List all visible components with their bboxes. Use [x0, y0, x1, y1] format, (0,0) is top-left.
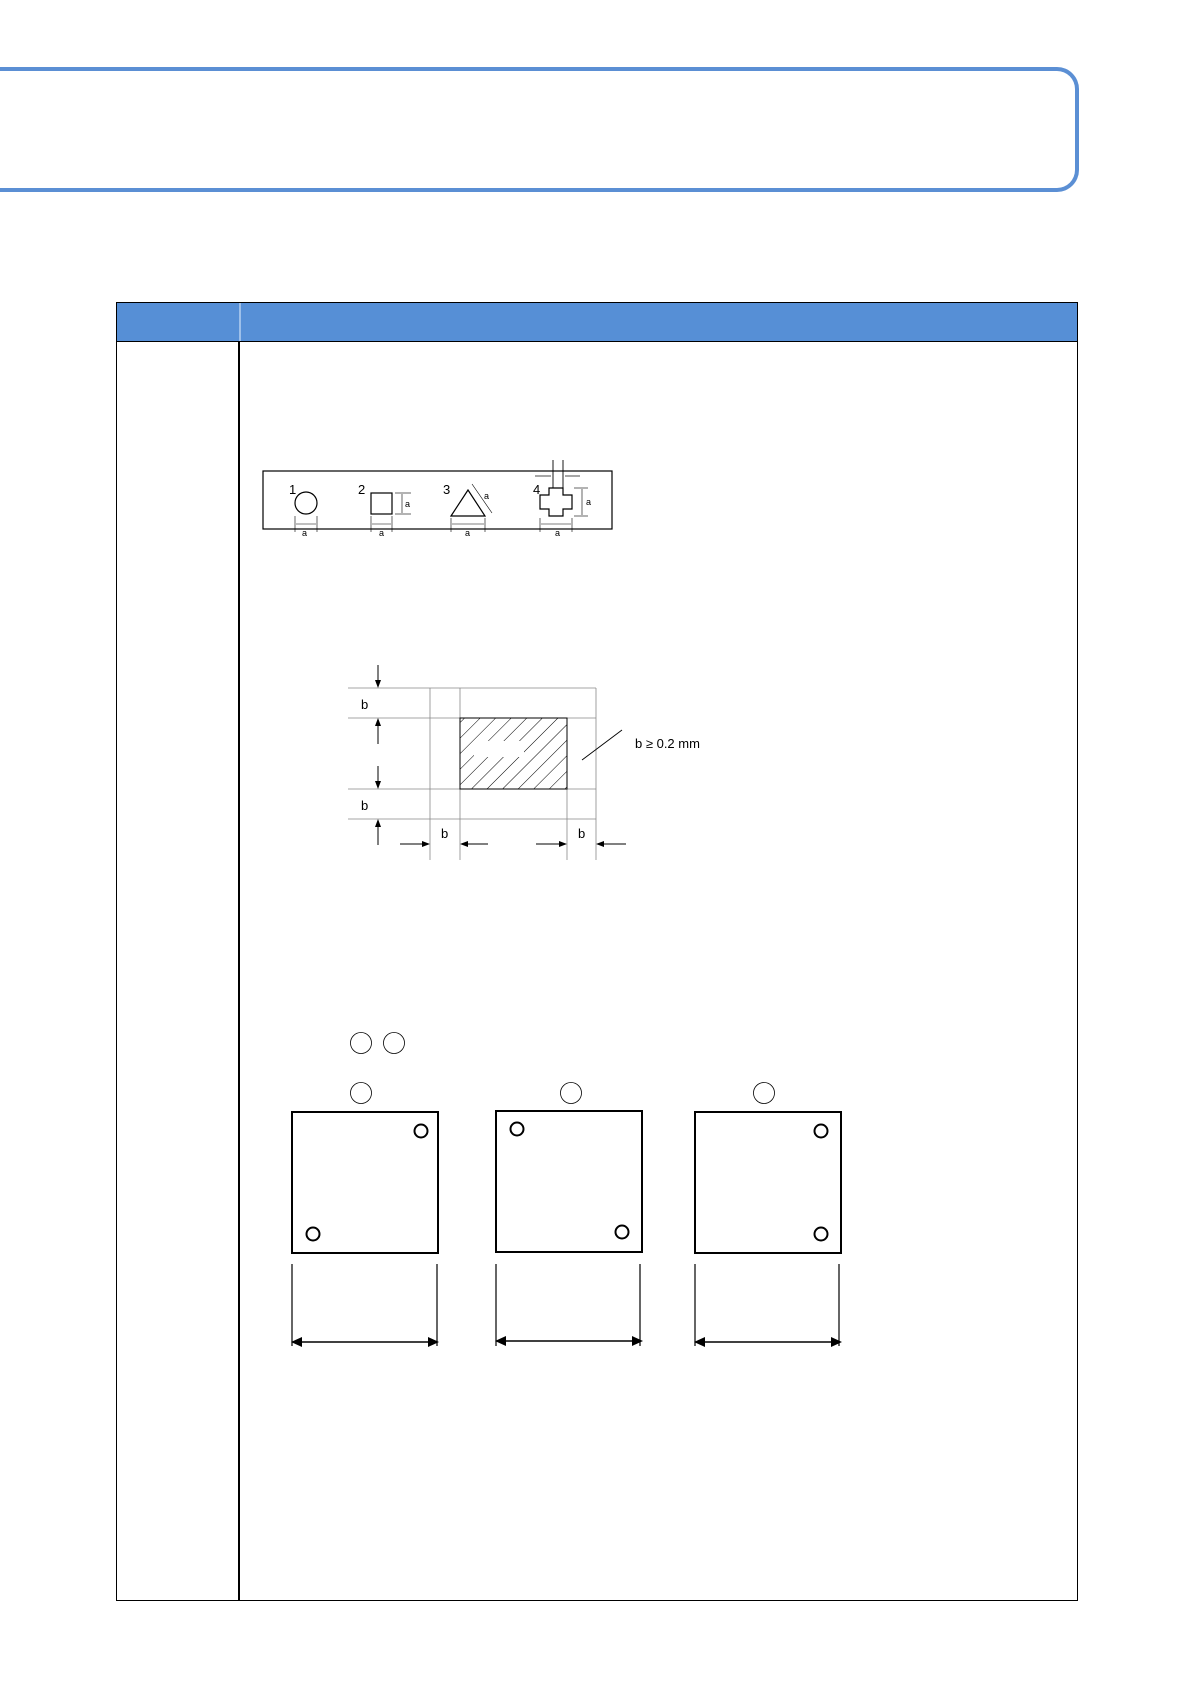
- cross-mark-icon: [540, 488, 572, 516]
- leader-line: [582, 730, 622, 760]
- marks-figure: [263, 460, 612, 532]
- triangle-mark-icon: [451, 490, 485, 516]
- label-circle-icon: [754, 1083, 775, 1104]
- dim-label-b-4: b: [578, 826, 586, 841]
- dim-label-b-3: b: [441, 826, 449, 841]
- dim-label-b-2: b: [361, 798, 369, 813]
- hole-icon: [307, 1228, 320, 1241]
- mark-number-3: 3: [443, 482, 451, 497]
- dim-label-a-7: a: [555, 528, 561, 538]
- mark-number-2: 2: [358, 482, 366, 497]
- circle-mark-icon: [295, 492, 317, 514]
- dim-label-b-1: b: [361, 697, 369, 712]
- label-circle-icon: [351, 1083, 372, 1104]
- mark-number-4: 4: [533, 482, 541, 497]
- dim-label-a-2: a: [379, 528, 385, 538]
- square-mark-icon: [371, 493, 392, 514]
- hole-icon: [415, 1125, 428, 1138]
- label-circle-icon: [351, 1033, 372, 1054]
- hole-icon: [815, 1228, 828, 1241]
- dim-label-a-3: a: [405, 499, 411, 509]
- hole-icon: [511, 1123, 524, 1136]
- marks-frame: [263, 471, 612, 529]
- hole-icon: [616, 1226, 629, 1239]
- dim-label-a-6: a: [586, 497, 592, 507]
- margin-note: b ≥ 0.2 mm: [635, 736, 700, 751]
- hole-icon: [815, 1125, 828, 1138]
- panels-figure: [291, 1033, 842, 1348]
- label-circle-icon: [384, 1033, 405, 1054]
- panel-1: [291, 1112, 439, 1347]
- dim-label-a-4: a: [465, 528, 471, 538]
- label-circle-icon: [561, 1083, 582, 1104]
- panel-2: [495, 1111, 643, 1346]
- mark-number-1: 1: [289, 482, 297, 497]
- dim-label-a-5: a: [484, 491, 490, 501]
- panel-3: [694, 1112, 842, 1347]
- dim-label-a-1: a: [302, 528, 308, 538]
